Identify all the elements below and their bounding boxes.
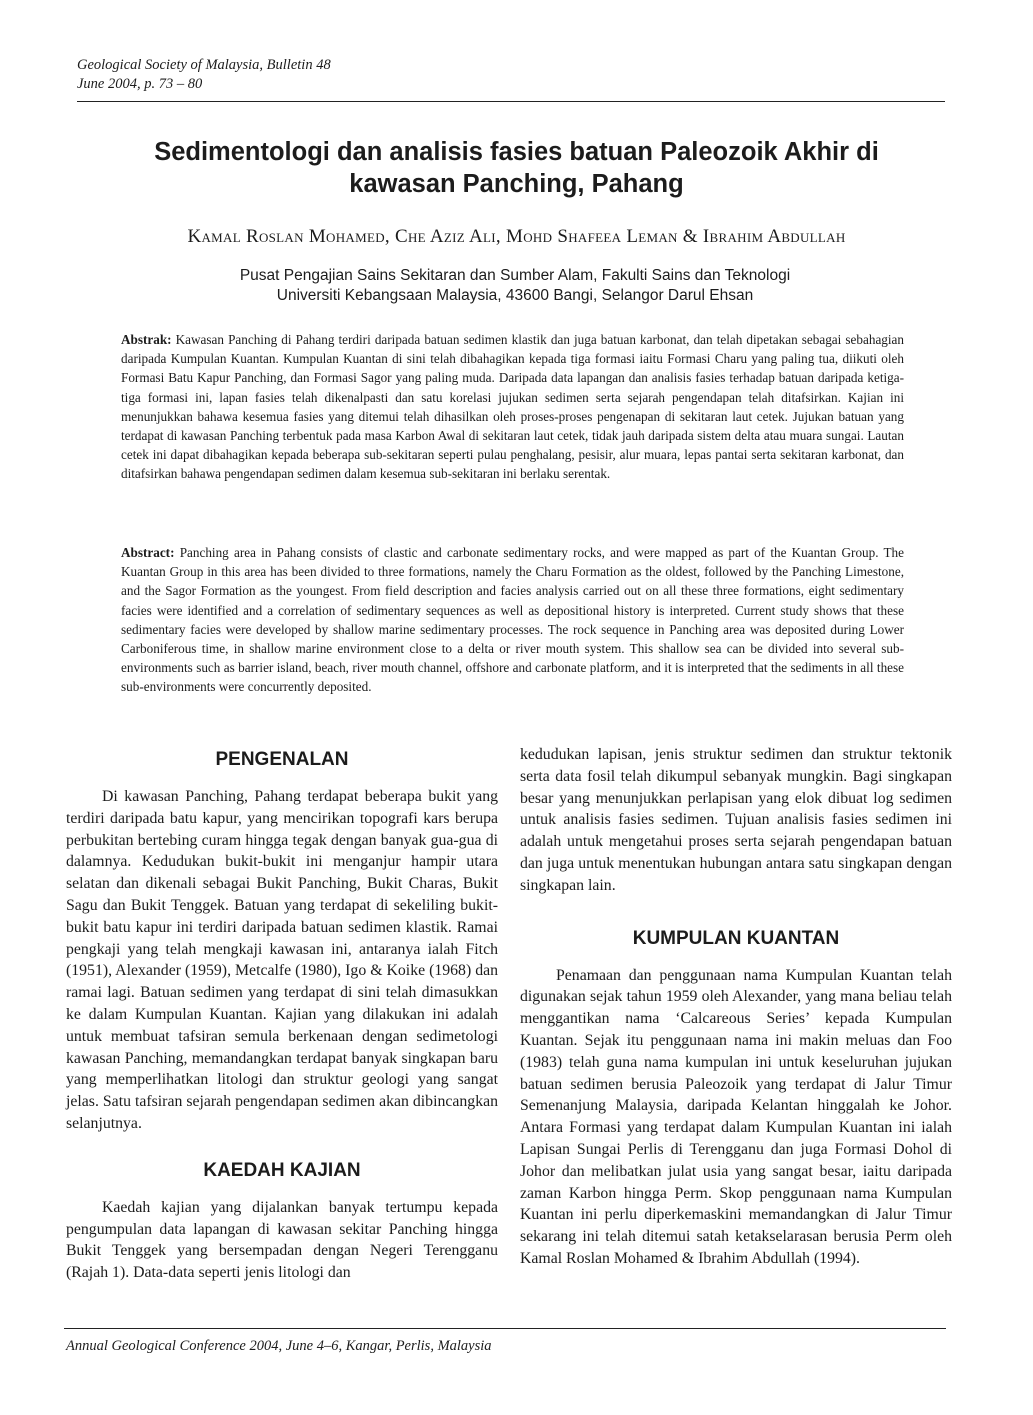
heading-kumpulan-kuantan: KUMPULAN KUANTAN: [632, 927, 840, 949]
kaedah-paragraph: Kaedah kajian yang dijalankan banyak tertumpu kepada pengumpulan data lapangan di kawasan sekitar Panching hingga Bukit Tenggek yang bersempadan dengan Negeri Terengganu (Rajah 1). Data-data seperti jenis litologi dan: [66, 1198, 498, 1282]
left-column: [66, 748, 498, 1284]
affiliation-line-2: Universiti Kebangsaan Malaysia, 43600 Bangi, Selangor Darul Ehsan: [276, 287, 754, 304]
heading-kaedah-kajian: KAEDAH KAJIAN: [203, 1159, 361, 1181]
header-rule: [77, 101, 945, 102]
kaedah-paragraph-continued: kedudukan lapisan, jenis struktur sedimen dan struktur tektonik serta data fosil telah dikumpul sebanyak mungkin. Bagi singkapan besar yang menunjukkan perlapisan yang elok dibuat log sedimen untuk analisis fasies sedimen. Tujuan analisis fasies sedimen ini adalah untuk mengetahui proses serta sejarah pengendapan batuan dan juga untuk menentukan hubungan antara satu singkapan dengan singkapan lain.: [520, 746, 952, 894]
pengenalan-paragraph: Di kawasan Panching, Pahang terdapat beberapa bukit yang terdiri daripada batu kapur, yang mencirikan topografi kars berupa perbukitan bertebing curam hingga tegak dengan banyak gua-gua di dalamnya. Kedudukan bukit-bukit ini menganjur hampir utara selatan dan dikenali sebagai Bukit Panching, Bukit Charas, Bukit Sagu dan Bukit Tenggek. Batuan yang terdapat di sekeliling bukit-bukit batu kapur ini terdiri daripada batuan sedimen klastik. Ramai pengkaji yang telah mengkaji kawasan ini, antaranya ialah Fitch (1951), Alexander (1959), Metcalfe (1980), Igo & Koike (1968) dan ramai lagi. Batuan sedimen yang terdapat di sini telah dimasukkan ke dalam Kumpulan Kuantan. Kajian yang dilakukan ini adalah untuk membuat tafsiran semula berkenaan dengan sedimetologi kawasan Panching, memandangkan terdapat banyak singkapan baru yang memperlihatkan litologi dan struktur geologi yang sangat jelas. Satu tafsiran sejarah pengendapan sedimen akan dibincangkan selanjutnya.: [66, 788, 498, 1132]
abstract-label: Abstract:: [121, 545, 175, 560]
footer-rule: [64, 1328, 946, 1329]
title-line-1: Sedimentologi dan analisis fasies batuan Paleozoik Akhir di: [154, 138, 879, 166]
affiliation-line-1: Pusat Pengajian Sains Sekitaran dan Sumber Alam, Fakulti Sains dan Teknologi: [239, 267, 791, 284]
right-column: [520, 744, 952, 1270]
affiliation: [120, 266, 910, 306]
paper-title: [90, 136, 943, 200]
title-line-2: kawasan Panching, Pahang: [349, 170, 684, 198]
conference-footer: Annual Geological Conference 2004, June 4–6, Kangar, Perlis, Malaysia: [66, 1338, 492, 1354]
heading-pengenalan: PENGENALAN: [215, 749, 349, 770]
author-list: Kamal Roslan Mohamed, Che Aziz Ali, Mohd Shafeea Leman & Ibrahim Abdullah: [187, 226, 846, 247]
abstrak-text: Kawasan Panching di Pahang terdiri daripada batuan sedimen klastik dan juga batuan karbonat, dan telah dipetakan sebagai sebahagian daripada Kumpulan Kuantan. Kumpulan Kuantan di sini telah dibahagikan kepada tiga formasi iaitu Formasi Charu yang paling tua, diikuti oleh Formasi Batu Kapur Panching, dan Formasi Sagor yang paling muda. Daripada data lapangan dan analisis fasies terhadap batuan daripada ketiga-tiga formasi ini, lapan fasies telah dikenalpasti dan satu korelasi jujukan sedimen serta sejarah pengendapan telah ditafsirkan. Kajian ini menunjukkan bahawa kesemua fasies yang ditemui telah dihasilkan oleh proses-proses pengenapan di sekitaran laut cetek. Jujukan batuan yang terdapat di kawasan Panching terbentuk pada masa Karbon Awal di sekitaran laut cetek, tidak jauh daripada sistem delta atau muara sungai. Lautan cetek ini dapat dibahagikan kepada beberapa sub-sekitaran seperti pulau penghalang, pesisir, alur muara, lepas pantai serta sekitaran karbonat, dan ditafsirkan bahawa pengendapan sedimen dalam kesemua sub-sekitaran ini berlaku serentak.: [121, 332, 904, 482]
abstract-english: [121, 543, 904, 697]
abstrak-malay: [121, 330, 904, 484]
journal-header: Geological Society of Malaysia, Bulletin 48: [77, 57, 331, 73]
issue-date-pages: June 2004, p. 73 – 80: [77, 76, 203, 92]
abstrak-label: Abstrak:: [121, 332, 172, 347]
abstract-text: Panching area in Pahang consists of clastic and carbonate sedimentary rocks, and were mapped as part of the Kuantan Group. The Kuantan Group in this area has been divided to three formations, namely the Charu Formation as the oldest, followed by the Panching Limestone, and the Sagor Formation as the youngest. From field description and facies analysis carried out on all these three formations, eight sedimentary facies were identified and a correlation of sedimentary sequences as well as depositional history is interpreted. Current study shows that these sedimentary facies were developed by shallow marine sedimentary processes. The rock sequence in Panching area was deposited during Lower Carboniferous time, in shallow marine environment close to a delta or river mouth system. This shallow sea can be divided into several sub-environments such as barrier island, beach, river mouth channel, offshore and carbonate platform, and it is interpreted that the sediments in all these sub-environments were concurrently deposited.: [121, 545, 904, 695]
kumpulan-paragraph: Penamaan dan penggunaan nama Kumpulan Kuantan telah digunakan sejak tahun 1959 oleh Alexander, yang mana beliau telah menggantikan nama ‘Calcareous Series’ kepada Kumpulan Kuantan. Sejak itu penggunaan nama ini makin meluas dan Foo (1983) telah guna nama kumpulan ini untuk keseluruhan jujukan batuan sedimen berusia Paleozoik yang terdapat di Jalur Timur Semenanjung Malaysia, daripada Kelantan hinggalah ke Johor. Antara Formasi yang terdapat dalam Kumpulan Kuantan ini ialah Lapisan Sungai Perlis di Terengganu dan juga Formasi Dohol di Johor dan melibatkan julat usia yang sangat besar, iaitu daripada zaman Karbon hingga Perm. Skop penggunaan nama Kumpulan Kuantan ini perlu diperkemaskini memandangkan di Jalur Timur sekarang ini telah ditemui satah ketakselarasan berusia Perm oleh Kamal Roslan Mohamed & Ibrahim Abdullah (1994).: [520, 966, 952, 1267]
